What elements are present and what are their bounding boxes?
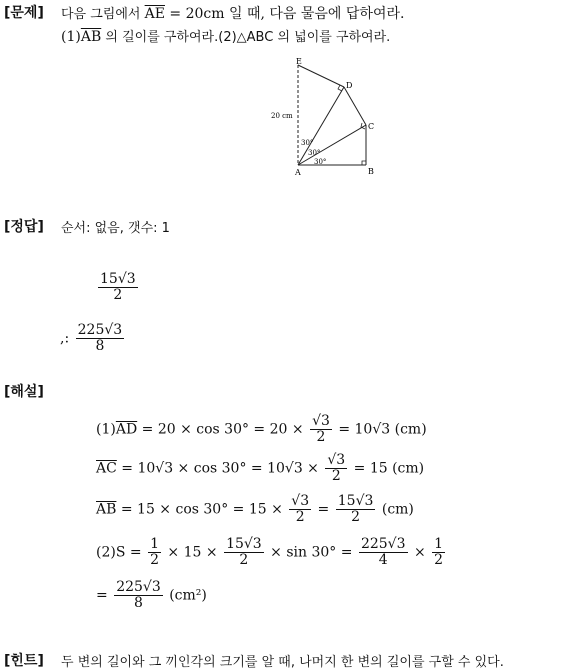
angle-label: 30° — [308, 149, 321, 157]
answer-1 — [96, 272, 140, 303]
math-text: (cm) — [377, 501, 414, 518]
solution-tag: [해설] — [4, 384, 44, 400]
fraction-numerator: 15√3 — [226, 536, 262, 552]
geometry-figure — [268, 55, 388, 180]
math-text: × — [409, 544, 431, 561]
answer-tag: [정답] — [4, 219, 44, 235]
problem-tag: [문제] — [4, 5, 44, 21]
math-text: = 15 (cm) — [349, 460, 425, 477]
segment-ab: $\overline{AB}$ — [80, 29, 102, 45]
math-text: × sin 30° = — [265, 544, 357, 561]
answer-2 — [60, 323, 126, 354]
fraction-numerator: 15√3 — [100, 271, 136, 287]
fraction-numerator: √3 — [312, 413, 330, 429]
fraction-numerator: √3 — [327, 452, 346, 468]
segment-dc-line — [344, 87, 366, 125]
fraction-denominator: 8 — [134, 595, 143, 611]
math-text: (2)S = — [96, 544, 147, 561]
length-label: 20 cm — [271, 112, 293, 120]
answer-order-count: 순서: 없음, 갯수: 1 — [61, 221, 170, 236]
fraction-denominator: 8 — [95, 338, 105, 354]
problem-text: = 20cm 일 때, 다음 물음에 답하여라. — [164, 6, 405, 22]
label-c: C — [368, 122, 375, 131]
angle-label: 30° — [314, 158, 327, 166]
segment-ac: $\overline{AC}$ — [96, 460, 117, 477]
solution-line-2 — [96, 453, 424, 484]
segment-ae: $\overline{AE}$ — [144, 6, 165, 22]
math-text: (cm²) — [164, 587, 207, 604]
fraction-denominator: 2 — [434, 552, 444, 568]
solution-line-5 — [96, 580, 207, 611]
math-text: × 15 × — [162, 544, 223, 561]
hint-tag: [힌트] — [4, 653, 44, 669]
answer-prefix: ,: — [60, 330, 70, 347]
fraction-denominator: 2 — [113, 287, 123, 303]
fraction-numerator: 225√3 — [77, 322, 123, 338]
solution-line-4 — [96, 537, 447, 568]
fraction-numerator: 1 — [150, 536, 159, 552]
hint-text: 두 변의 길이와 그 끼인각의 크기를 알 때, 나머지 한 변의 길이를 구할 수 있다. — [61, 655, 504, 670]
segment-ab: $\overline{AB}$ — [96, 501, 117, 518]
solution-line-3 — [96, 494, 414, 525]
solution-line-1 — [96, 414, 427, 445]
fraction-denominator: 2 — [239, 552, 249, 568]
fraction-denominator: 2 — [295, 509, 305, 525]
angle-label: 30° — [301, 139, 314, 147]
fraction-denominator: 2 — [316, 429, 326, 445]
math-text: = 10√3 × cos 30° = 10√3 × — [116, 460, 324, 477]
fraction-numerator: 1 — [434, 536, 444, 552]
math-text: (1) — [96, 421, 116, 438]
problem-line-1 — [61, 3, 404, 23]
label-e: E — [296, 57, 302, 66]
label-b: B — [368, 167, 374, 176]
fraction-denominator: 2 — [150, 552, 159, 568]
label-d: D — [346, 81, 353, 90]
fraction-denominator: 2 — [351, 509, 361, 525]
problem-text: 의 길이를 구하여라.(2)△ABC 의 넓이를 구하여라. — [101, 30, 391, 45]
math-text: = 15 × cos 30° = 15 × — [116, 501, 288, 518]
fraction-numerator: 225√3 — [116, 579, 161, 595]
math-text: = — [313, 501, 334, 518]
fraction-numerator: 15√3 — [337, 493, 374, 509]
problem-text: 다음 그림에서 — [61, 7, 145, 22]
label-a: A — [295, 168, 301, 177]
fraction-denominator: 2 — [331, 468, 341, 484]
segment-ed-line — [298, 65, 344, 87]
math-text: = 10√3 (cm) — [333, 421, 427, 438]
segment-ad: $\overline{AD}$ — [115, 421, 138, 438]
problem-line-2 — [61, 26, 390, 45]
fraction-denominator: 4 — [378, 552, 388, 568]
right-angle-mark — [362, 161, 366, 165]
fraction-numerator: 225√3 — [360, 536, 406, 552]
math-text: = — [96, 587, 113, 604]
fraction-numerator: √3 — [291, 493, 310, 509]
math-text: = 20 × cos 30° = 20 × — [137, 421, 309, 438]
segment-ad-line — [298, 87, 344, 165]
problem-text: (1) — [61, 29, 81, 45]
